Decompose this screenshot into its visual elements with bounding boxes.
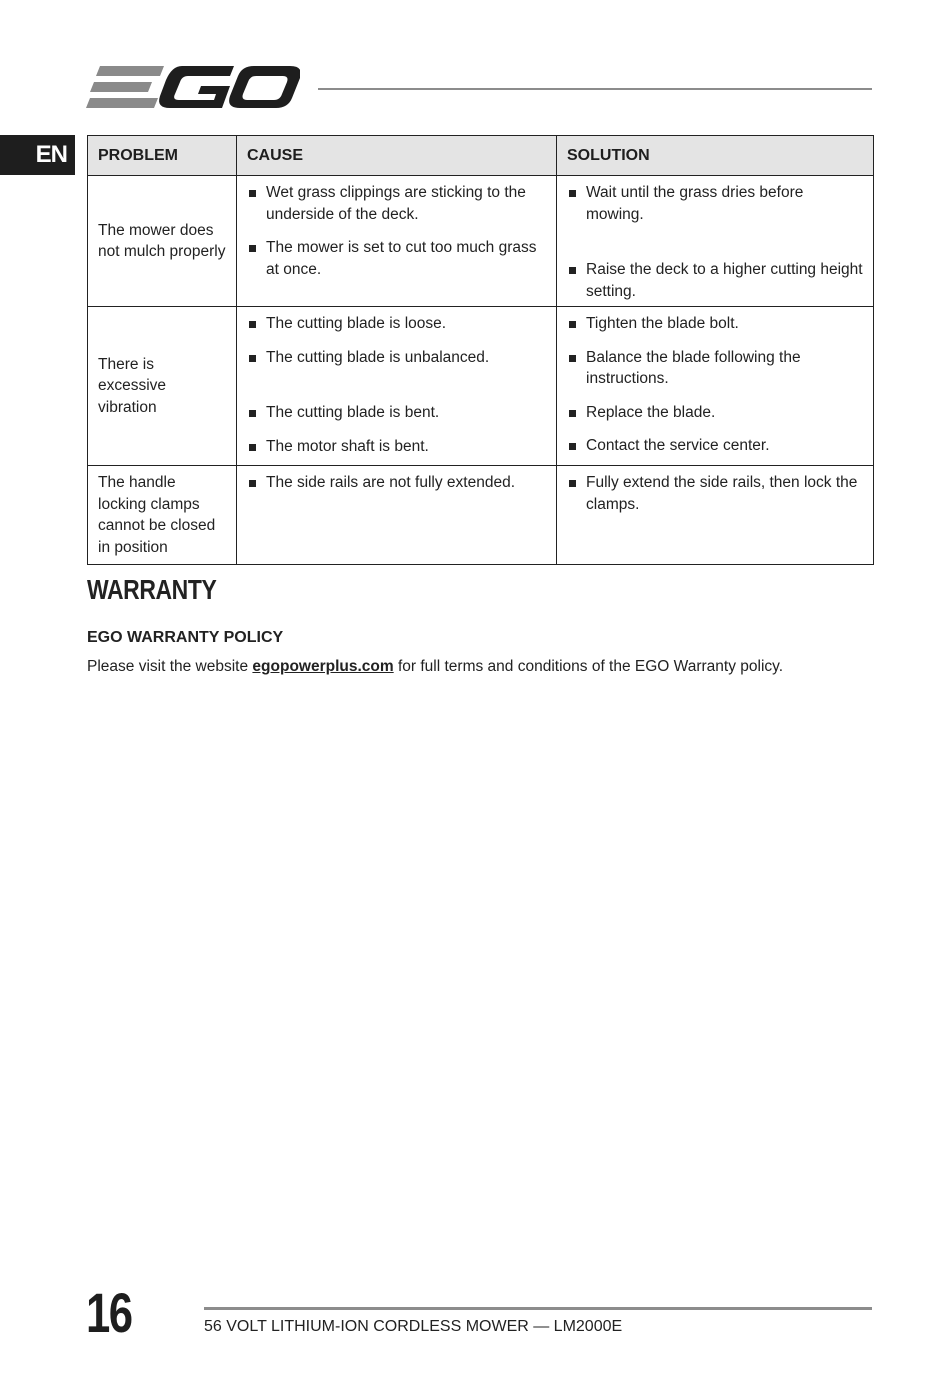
square-bullet-icon — [569, 410, 576, 417]
list-item: Balance the blade following the instructions. — [567, 347, 863, 390]
cause-cell — [237, 176, 557, 307]
solution-cell — [557, 466, 874, 565]
page-number: 16 — [86, 1281, 132, 1344]
table-row — [88, 176, 874, 307]
square-bullet-icon — [249, 245, 256, 252]
column-header-solution: SOLUTION — [557, 136, 874, 176]
list-item: Contact the service center. — [567, 435, 863, 457]
warranty-heading: WARRANTY — [87, 574, 217, 605]
list-item: The side rails are not fully extended. — [247, 472, 546, 494]
list-item: Fully extend the side rails, then lock the clamps. — [567, 472, 863, 515]
square-bullet-icon — [249, 190, 256, 197]
square-bullet-icon — [569, 321, 576, 328]
table-row — [88, 466, 874, 565]
column-header-problem: PROBLEM — [88, 136, 237, 176]
list-item: The mower is set to cut too much grass at once. — [247, 237, 546, 280]
problem-cell: The mower does not mulch properly — [88, 176, 237, 307]
list-item: The cutting blade is loose. — [247, 313, 546, 335]
ego-logo — [86, 60, 300, 114]
square-bullet-icon — [569, 480, 576, 487]
list-item: Tighten the blade bolt. — [567, 313, 863, 335]
square-bullet-icon — [569, 443, 576, 450]
solution-cell — [557, 176, 874, 307]
cause-cell — [237, 307, 557, 466]
table-header-row — [88, 136, 874, 176]
list-item: Wet grass clippings are sticking to the underside of the deck. — [247, 182, 546, 225]
square-bullet-icon — [249, 355, 256, 362]
square-bullet-icon — [249, 480, 256, 487]
troubleshooting-table — [87, 135, 874, 565]
warranty-policy-heading: EGO WARRANTY POLICY — [87, 629, 284, 646]
column-header-cause: CAUSE — [237, 136, 557, 176]
website-link[interactable]: egopowerplus.com — [252, 658, 394, 675]
square-bullet-icon — [569, 267, 576, 274]
footer-rule — [204, 1307, 872, 1310]
list-item: The motor shaft is bent. — [247, 436, 546, 458]
square-bullet-icon — [569, 355, 576, 362]
problem-cell: There is excessive vibration — [88, 307, 237, 466]
table-row — [88, 307, 874, 466]
list-item: Wait until the grass dries before mowing. — [567, 182, 863, 225]
list-item: The cutting blade is unbalanced. — [247, 347, 546, 369]
header-rule — [318, 88, 872, 90]
square-bullet-icon — [569, 190, 576, 197]
list-item: Raise the deck to a higher cutting height setting. — [567, 259, 863, 302]
square-bullet-icon — [249, 410, 256, 417]
language-tab: EN — [0, 135, 75, 175]
problem-cell: The handle locking clamps cannot be closed in position — [88, 466, 237, 565]
solution-cell — [557, 307, 874, 466]
footer-product-title: 56 VOLT LITHIUM-ION CORDLESS MOWER — LM2000E — [204, 1318, 623, 1335]
list-item: Replace the blade. — [567, 402, 863, 424]
cause-cell — [237, 466, 557, 565]
square-bullet-icon — [249, 321, 256, 328]
list-item: The cutting blade is bent. — [247, 402, 546, 424]
warranty-policy-text: Please visit the website egopowerplus.com for full terms and conditions of the EGO Warranty policy. — [87, 658, 784, 675]
square-bullet-icon — [249, 444, 256, 451]
